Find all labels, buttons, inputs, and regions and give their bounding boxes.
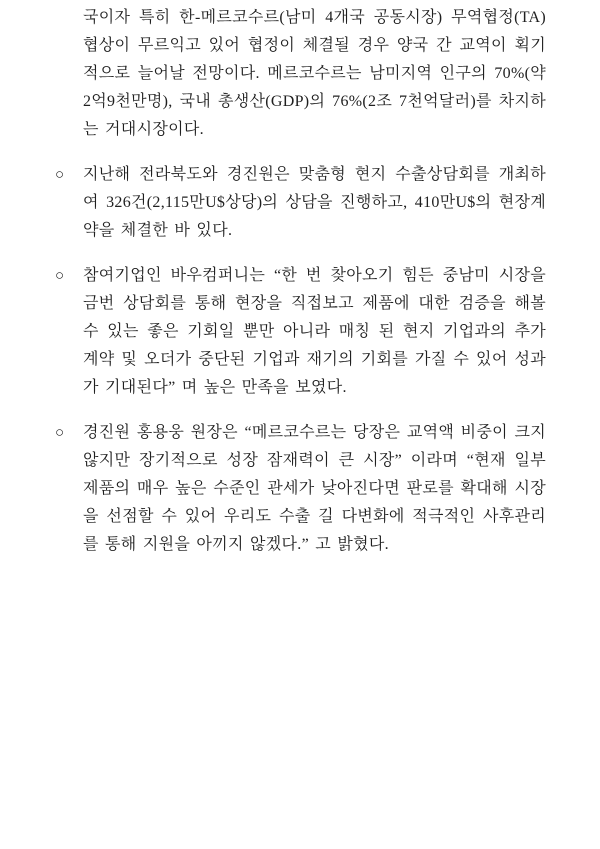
paragraph-bullet-1 — [55, 161, 546, 245]
circle-bullet-icon: ○ — [55, 268, 65, 284]
paragraph-text: 참여기업인 바우컴퍼니는 “한 번 찾아오기 힘든 중남미 시장을 금번 상담회를 통해 현장을 직접보고 제품에 대한 검증을 해볼 수 있는 좋은 기회일 뿐만 아니라 매칭 된 현지 기업과의 추가 계약 및 오더가 중단된 기업과 재기의 기회를 가질 수 있어 성과가 기대된다” 며 높은 만족을 보였다. — [83, 267, 546, 396]
paragraph-text: 지난해 전라북도와 경진원은 맞춤형 현지 수출상담회를 개최하여 326건(2,115만U$상당)의 상담을 진행하고, 410만U$의 현장계약을 체결한 바 있다. — [83, 166, 546, 239]
paragraph-bullet-3 — [55, 419, 546, 559]
circle-bullet-icon: ○ — [55, 167, 65, 183]
paragraph-text: 국이자 특히 한-메르코수르(남미 4개국 공동시장) 무역협정(TA)협상이 무르익고 있어 협정이 체결될 경우 양국 간 교역이 획기적으로 늘어날 전망이다. 메르코수르는 남미지역 인구의 70%(약2억9천만명), 국내 총생산(GDP)의 76%(2조 7천억달러)를 차지하는 거대시장이다. — [83, 9, 546, 138]
paragraph-continuation — [55, 4, 546, 144]
circle-bullet-icon: ○ — [55, 425, 65, 441]
paragraph-text: 경진원 홍용웅 원장은 “메르코수르는 당장은 교역액 비중이 크지 않지만 장기적으로 성장 잠재력이 큰 시장” 이라며 “현재 일부 제품의 매우 높은 수준인 관세가 낮아진다면 판로를 확대해 시장을 선점할 수 있어 우리도 수출 길 다변화에 적극적인 사후관리를 통해 지원을 아끼지 않겠다.” 고 밝혔다. — [83, 424, 546, 553]
paragraph-bullet-2 — [55, 262, 546, 402]
